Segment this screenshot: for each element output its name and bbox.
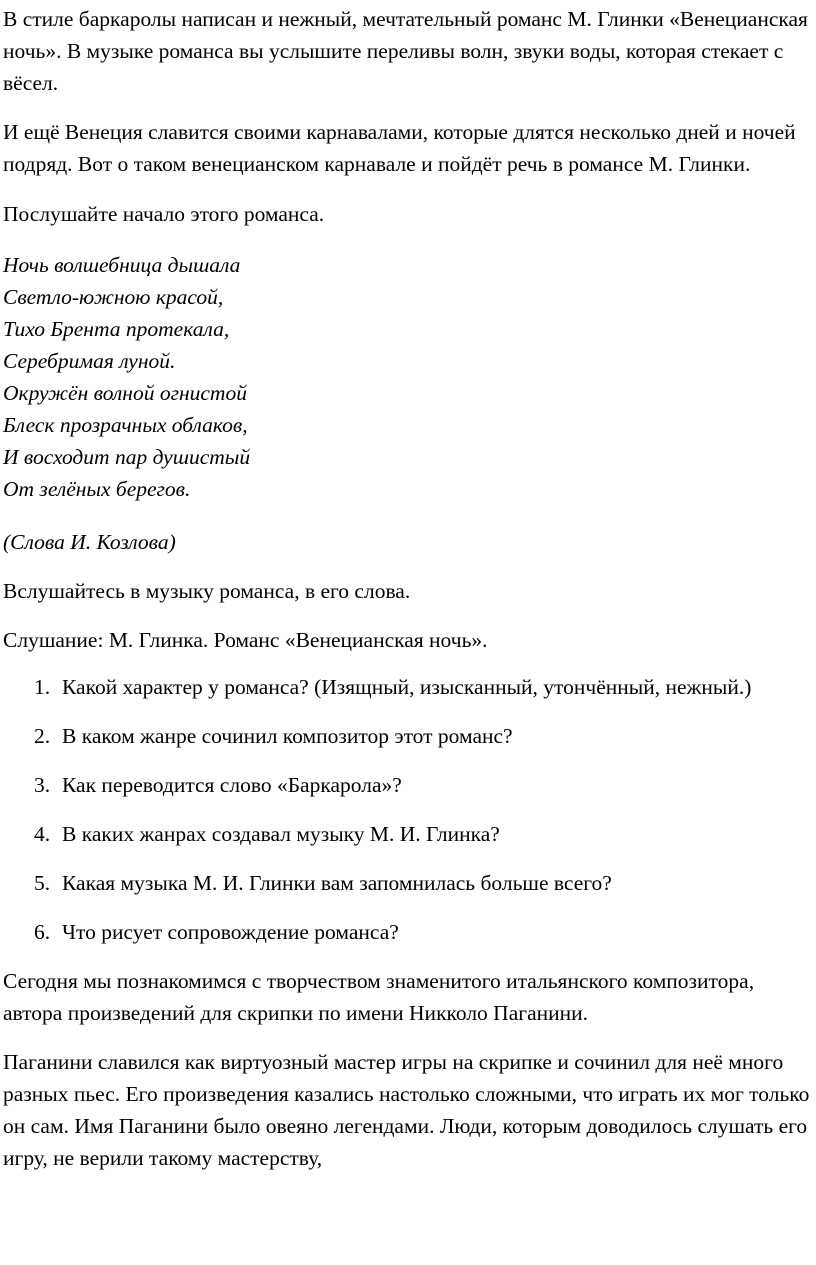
poem-line: Светло-южною красой, [3,285,224,309]
list-item-number: 3. [34,773,51,797]
poem-line: И восходит пар душистый [3,445,251,469]
paragraph-listening-title: Слушание: М. Глинка. Романс «Венецианская ночь». [3,628,488,652]
questions-list [3,671,815,948]
poem-line: Тихо Брента протекала, [3,317,230,341]
list-item-text: Какой характер у романса? (Изящный, изысканный, утончённый, нежный.) [62,675,752,699]
list-item [3,916,815,948]
list-item-number: 4. [34,822,51,846]
poem-line: Окружён волной огнистой [3,381,247,405]
list-item-text: В каком жанре сочинил композитор этот романс? [62,724,513,748]
paragraph-listen-start: Послушайте начало этого романса. [3,202,325,226]
poem-line: От зелёных берегов. [3,477,191,501]
poem-verse [3,249,815,505]
list-item [3,867,815,899]
list-item-text: В каких жанрах создавал музыку М. И. Глинка? [62,822,500,846]
list-item [3,671,815,703]
list-item-number: 1. [34,675,51,699]
list-item [3,720,815,752]
list-item-number: 2. [34,724,51,748]
list-item-text: Что рисует сопровождение романса? [62,920,399,944]
paragraph-listen-words: Вслушайтесь в музыку романса, в его слова. [3,579,411,603]
paragraph-paganini-intro: Сегодня мы познакомимся с творчеством знаменитого итальянского композитора, автора произведений для скрипки по имени Никколо Паганини. [3,969,755,1025]
poem-line: Серебримая луной. [3,349,176,373]
list-item [3,818,815,850]
list-item-text: Какая музыка М. И. Глинки вам запомнилась больше всего? [62,871,612,895]
poem-line: Блеск прозрачных облаков, [3,413,248,437]
paragraph-paganini-legend: Паганини славился как виртуозный мастер игры на скрипке и сочинил для неё много разных пьес. Его произведения казались настолько сложными, что играть их мог только он сам. Имя Паганини было овеяно легендами. Люди, которым доводилось слушать его игру, не верили такому мастерству, [3,1050,810,1170]
paragraph-barcarolle-romance: В стиле баркаролы написан и нежный, мечтательный романс М. Глинки «Венецианская ночь». В музыке романса вы услышите переливы волн, звуки воды, которая стекает с вёсел. [3,7,808,95]
list-item [3,769,815,801]
list-item-text: Как переводится слово «Баркарола»? [62,773,402,797]
poem-line: Ночь волшебница дышала [3,253,241,277]
poem-credit: (Слова И. Козлова) [3,530,176,554]
list-item-number: 6. [34,920,51,944]
document-body [3,0,815,1174]
paragraph-venice-carnival: И ещё Венеция славится своими карнавалами, которые длятся несколько дней и ночей подряд. Вот о таком венецианском карнавале и пойдёт речь в романсе М. Глинки. [3,120,796,176]
list-item-number: 5. [34,871,51,895]
